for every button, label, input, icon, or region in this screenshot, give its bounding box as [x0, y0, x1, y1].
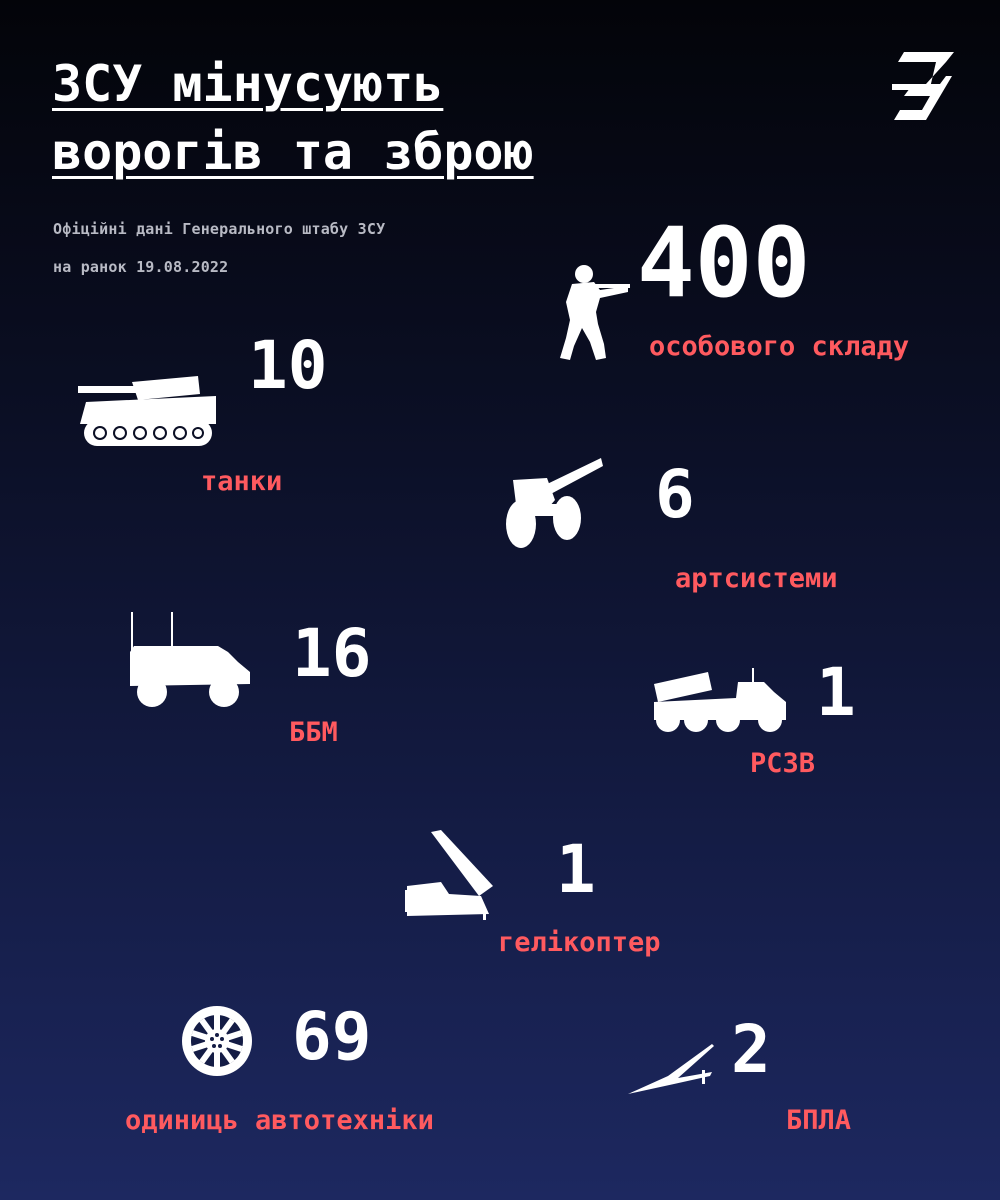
- tanks-value: 10: [248, 327, 328, 404]
- apv-value: 16: [292, 615, 372, 692]
- apv-label: ББМ: [289, 717, 338, 748]
- date-text: на ранок 19.08.2022: [53, 258, 229, 276]
- mlrs-value: 1: [816, 654, 856, 731]
- helicopters-value: 1: [556, 831, 596, 908]
- personnel-label: особового складу: [649, 331, 910, 362]
- personnel-value: 400: [637, 207, 811, 319]
- soldier-icon: [556, 262, 632, 364]
- artillery-value: 6: [655, 456, 695, 533]
- vehicles-value: 69: [292, 998, 372, 1075]
- mlrs-label: РСЗВ: [750, 748, 816, 779]
- artillery-icon: [503, 456, 603, 550]
- launcher-icon: [405, 830, 497, 920]
- drone-icon: [628, 1040, 714, 1096]
- wheel-icon: [181, 1005, 253, 1077]
- uav-value: 2: [731, 1011, 771, 1088]
- helicopters-label: гелікоптер: [498, 927, 661, 958]
- mlrs-truck-icon: [652, 668, 788, 734]
- title-line-2: ворогів та зброю: [52, 123, 534, 181]
- tank-icon: [78, 376, 218, 448]
- tanks-label: танки: [201, 466, 283, 497]
- z-logo-icon: [890, 48, 956, 124]
- title-line-1: ЗСУ мінусують: [52, 55, 444, 113]
- artillery-label: артсистеми: [675, 563, 838, 594]
- uav-label: БПЛА: [786, 1105, 852, 1136]
- vehicles-label: одиниць автотехніки: [125, 1105, 434, 1136]
- armored-vehicle-icon: [128, 612, 252, 712]
- page-title: [52, 50, 534, 186]
- source-text: Офіційні дані Генерального штабу ЗСУ: [53, 220, 386, 238]
